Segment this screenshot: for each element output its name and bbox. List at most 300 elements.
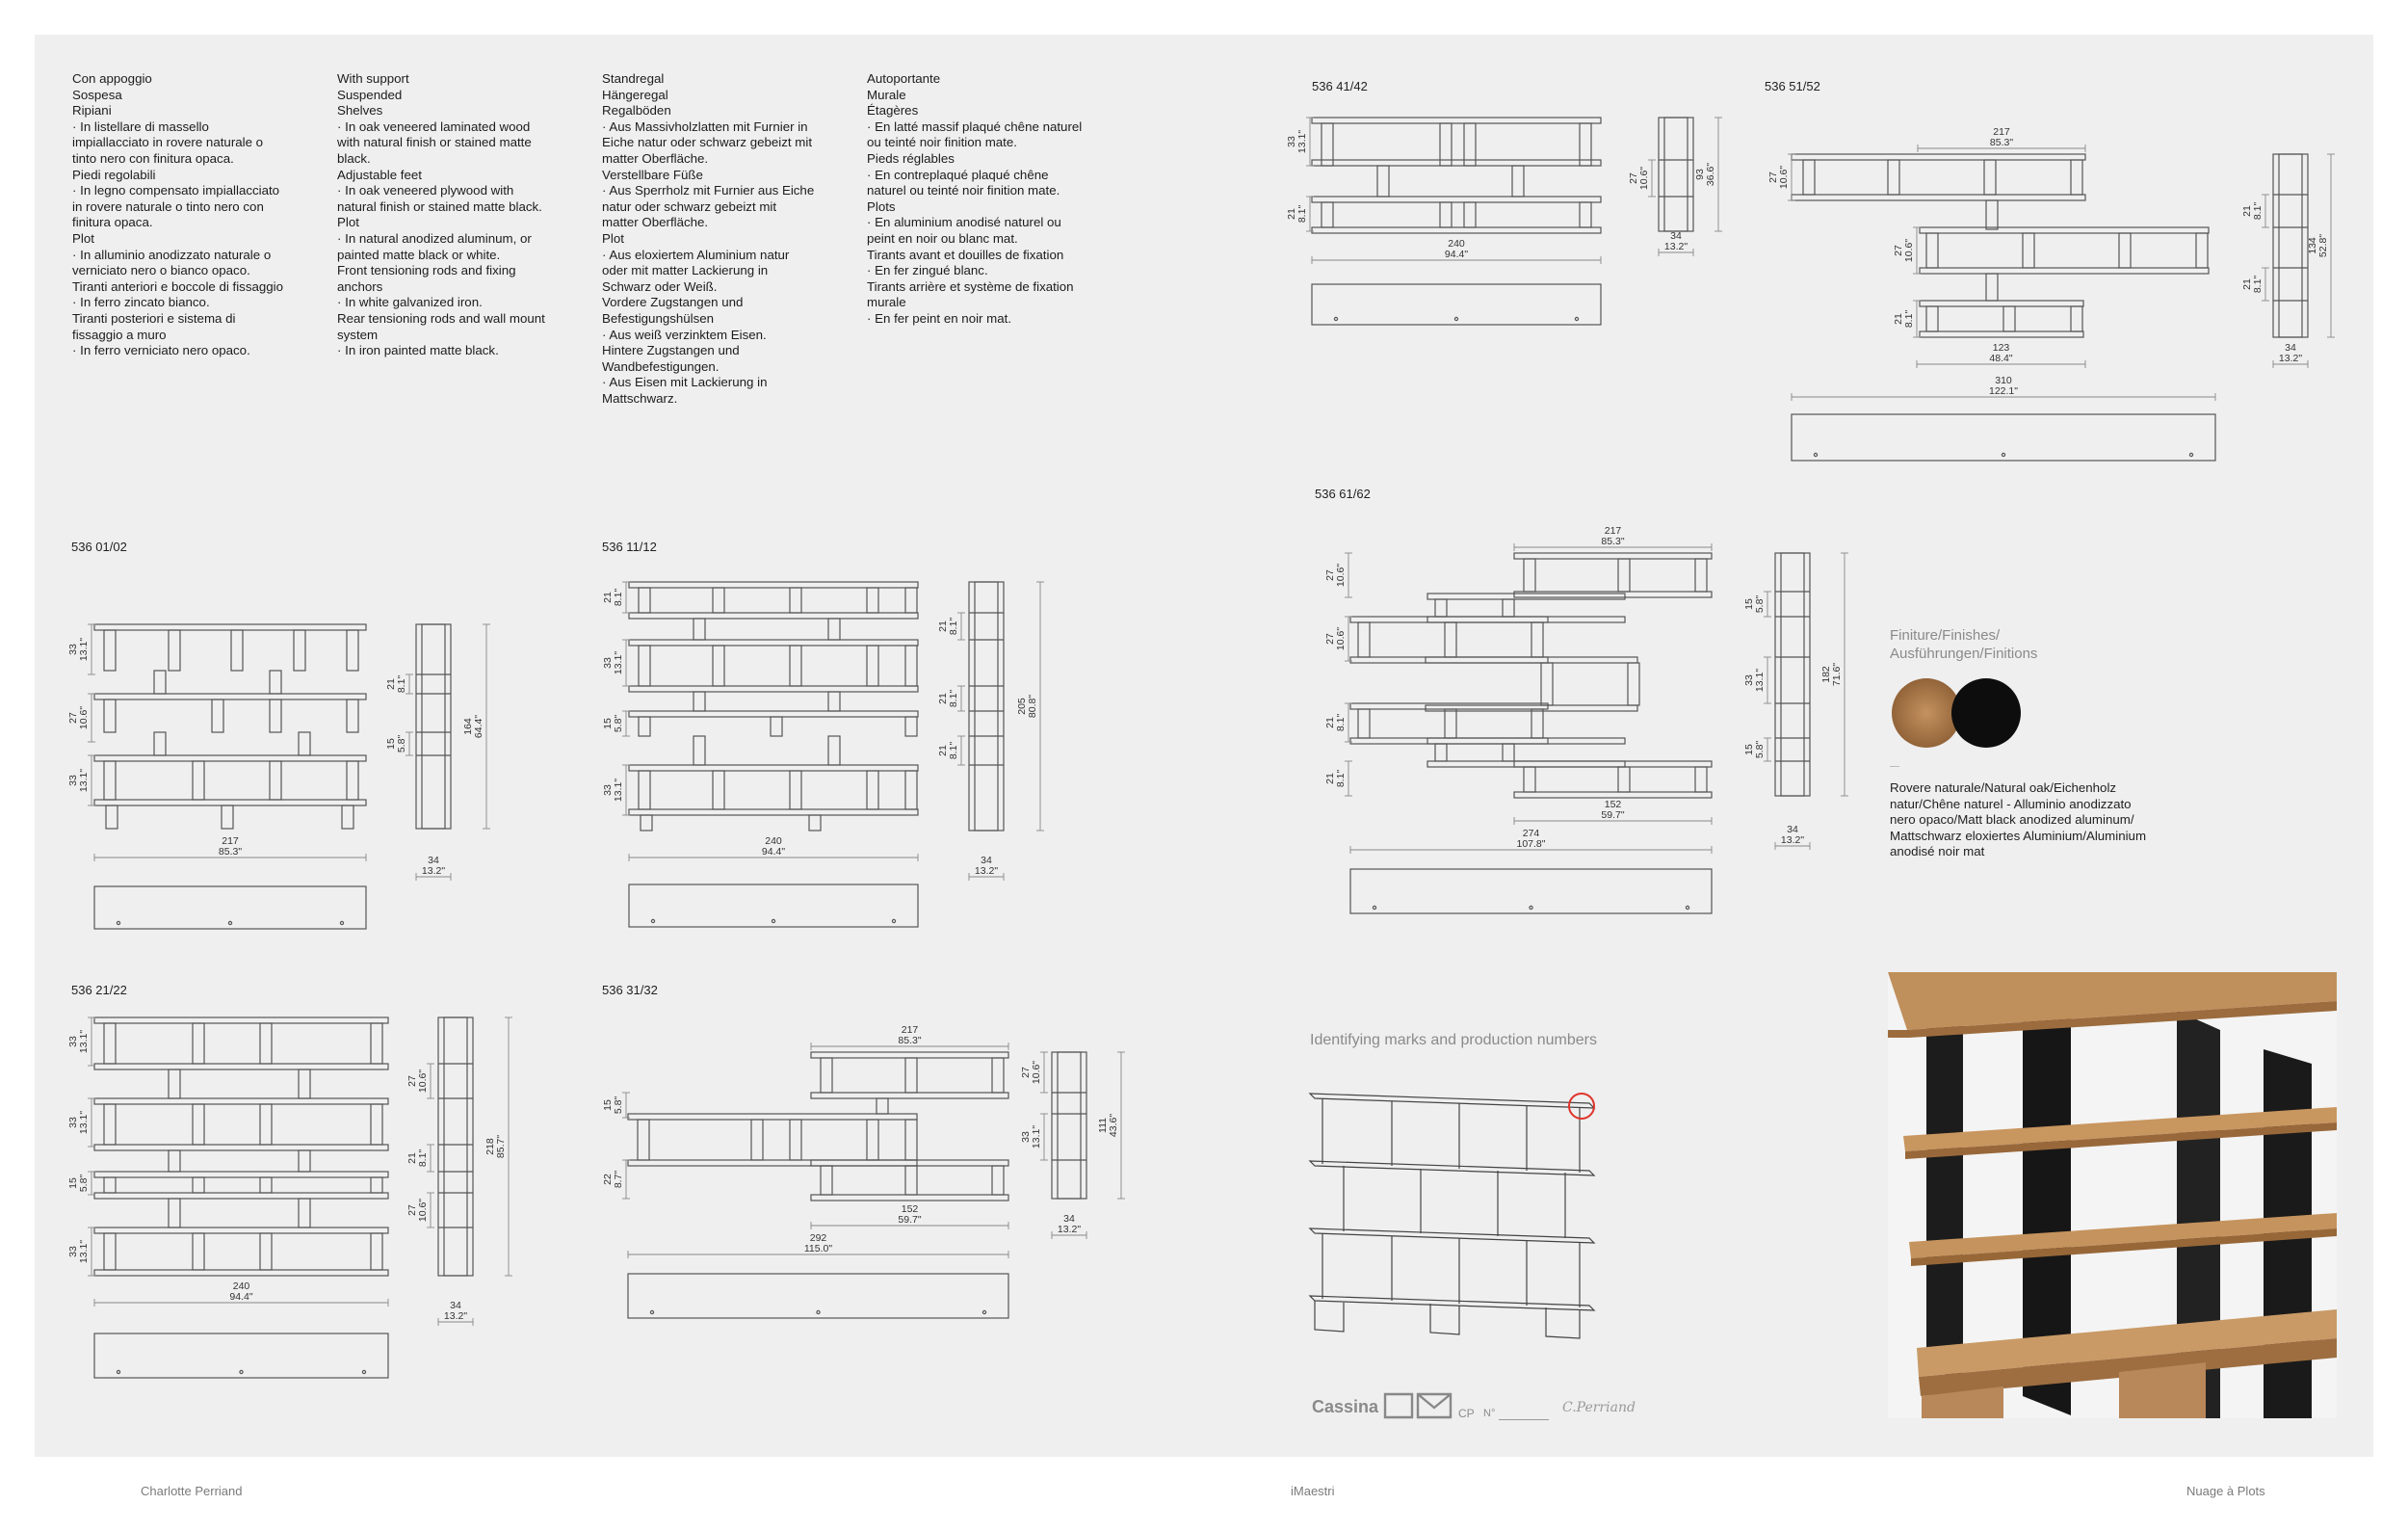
plot	[1440, 123, 1452, 166]
number-line	[1499, 1419, 1549, 1420]
plot	[905, 588, 917, 613]
dimension-value: 107.8"	[1516, 838, 1546, 850]
plot	[104, 1104, 116, 1145]
plot	[1503, 744, 1514, 761]
plot	[193, 761, 204, 800]
dimension-value: 217	[222, 835, 239, 847]
shelf	[1920, 268, 2209, 274]
shelf	[94, 1064, 388, 1069]
dimension-value: 21	[406, 1152, 418, 1164]
plot	[104, 630, 116, 671]
dimension-value: 34	[1787, 824, 1798, 835]
spec-line: Con appoggio	[72, 71, 152, 86]
dimension-value: 85.3"	[898, 1035, 922, 1046]
dimension-value: 13.1"	[78, 1029, 90, 1054]
dimension-value: 27	[1628, 172, 1639, 184]
spec-line: · In oak veneered plywood with	[337, 183, 514, 198]
plot	[1524, 767, 1535, 792]
spec-line: · In iron painted matte black.	[337, 343, 499, 358]
dimension-value: 15	[67, 1177, 79, 1189]
plot	[1926, 233, 1938, 268]
spec-line: in rovere naturale o tinto nero con	[72, 198, 264, 214]
plot	[2071, 160, 2082, 195]
dimension-value: 8.1"	[1903, 309, 1915, 329]
dimension-value: 8.1"	[417, 1148, 429, 1168]
dimension-label	[406, 1199, 429, 1222]
side-inner	[422, 624, 445, 829]
dimension-label	[67, 638, 90, 661]
dimension-label	[2241, 202, 2264, 221]
shelf	[629, 613, 918, 619]
dimension-value: 21	[937, 693, 949, 704]
plan-dot	[117, 921, 119, 924]
dimension-label	[406, 1149, 429, 1168]
dimension-label	[602, 1171, 624, 1189]
plot	[1531, 709, 1543, 738]
plot	[260, 1023, 272, 1064]
shelf	[1514, 592, 1712, 597]
plan-dot	[1334, 317, 1337, 320]
spec-line: Tirants arrière et système de fixation	[867, 278, 1074, 294]
dimension-label	[1893, 310, 1915, 329]
plot	[1986, 200, 1998, 229]
dimension-value: 85.3"	[1601, 536, 1625, 547]
plot	[270, 761, 281, 800]
dimension-value: 8.1"	[1335, 713, 1347, 732]
shelf	[94, 624, 366, 630]
dimension-label	[2241, 276, 2264, 294]
dimension-label	[1097, 1114, 1119, 1137]
dimension-label	[602, 779, 624, 802]
dimension-value: 13.1"	[1296, 129, 1308, 154]
dimension-value: 15	[602, 718, 614, 729]
dimension-value: 205	[1016, 698, 1028, 715]
plot	[905, 1120, 917, 1160]
plot	[169, 1199, 180, 1227]
dimension-value: 27	[406, 1075, 418, 1087]
plot	[371, 1177, 382, 1193]
dimension-value: 182	[1820, 666, 1832, 683]
dimension-value: 8.1"	[613, 588, 624, 607]
dimension-label	[1990, 126, 2013, 148]
plot	[1435, 744, 1447, 761]
plot	[154, 671, 166, 694]
dimension-value: 27	[406, 1204, 418, 1216]
plot	[1377, 166, 1389, 197]
dimension-value: 21	[1324, 717, 1336, 728]
shelf	[1350, 703, 1548, 709]
spec-line: · In ferro zincato bianco.	[72, 295, 210, 310]
dimension-value: 122.1"	[1988, 385, 2019, 397]
dimension-value: 134	[2307, 237, 2318, 254]
dimension-label	[1020, 1061, 1042, 1084]
dimension-value: 152	[1604, 799, 1622, 810]
shelf	[94, 1098, 388, 1104]
cassina-logo-icon	[1383, 1390, 1453, 1421]
dimension-label	[67, 1240, 90, 1263]
shelf	[1920, 301, 2083, 306]
dimension-value: 15	[1743, 744, 1755, 755]
shelf	[1920, 227, 2209, 233]
dimension-value: 8.1"	[2252, 275, 2264, 294]
dimension-value: 85.7"	[495, 1134, 507, 1159]
spec-line: Schwarz oder Weiß.	[602, 278, 718, 294]
plot	[1695, 559, 1707, 592]
spec-line: · In oak veneered laminated wood	[337, 119, 531, 134]
dimension-value: 34	[450, 1300, 461, 1311]
shelf	[1514, 761, 1712, 767]
plot	[694, 619, 705, 640]
plot	[347, 700, 358, 732]
dimension-value: 10.6"	[1903, 238, 1915, 263]
plot	[1986, 274, 1998, 301]
dimension-label	[1694, 163, 1716, 186]
plot	[1984, 160, 1996, 195]
spec-line: · In alluminio anodizzato naturale o	[72, 247, 272, 262]
spec-line: murale	[867, 295, 906, 310]
dimension-value: 33	[1286, 136, 1297, 147]
spec-line: finitura opaca.	[72, 215, 153, 230]
plot	[1440, 202, 1452, 227]
plot	[713, 771, 724, 809]
plot	[1435, 599, 1447, 617]
plot	[821, 1058, 832, 1093]
dimension-label	[422, 855, 445, 877]
dimension-value: 94.4"	[1444, 249, 1469, 260]
dimension-value: 13.1"	[613, 650, 624, 675]
side-inner	[1781, 553, 1804, 796]
spec-line: · Aus Massivholzlatten mit Furnier in	[602, 119, 808, 134]
shelf	[1920, 331, 2083, 337]
dimension-value: 5.8"	[78, 1174, 90, 1193]
dimension-value: 10.6"	[1031, 1060, 1042, 1085]
dimension-value: 8.1"	[948, 689, 959, 708]
plot	[1512, 166, 1524, 197]
dimension-value: 13.2"	[974, 865, 999, 877]
plot	[877, 1098, 888, 1114]
plot	[193, 1233, 204, 1270]
dimension-value: 34	[1670, 230, 1682, 242]
dimension-value: 217	[1993, 126, 2010, 138]
side-inner	[1058, 1052, 1081, 1199]
dimension-value: 33	[602, 784, 614, 796]
shelf	[94, 755, 366, 761]
shelf	[1427, 617, 1625, 622]
spec-line: Plots	[867, 198, 896, 214]
shelf	[1514, 792, 1712, 798]
plan-view	[1312, 284, 1601, 325]
plot	[828, 692, 840, 711]
dimension-label	[385, 675, 407, 694]
foot	[342, 805, 353, 829]
dimension-value: 21	[1893, 313, 1904, 325]
dimension-value: 33	[602, 657, 614, 669]
shelf	[628, 1114, 917, 1120]
spec-line: Pieds réglables	[867, 150, 955, 166]
dimension-label	[67, 1175, 90, 1193]
dimension-value: 34	[2285, 342, 2296, 354]
spec-line: fissaggio a muro	[72, 327, 167, 342]
plot	[638, 1120, 649, 1160]
plot	[104, 1177, 116, 1193]
plot	[154, 732, 166, 755]
dimension-value: 13.1"	[78, 1110, 90, 1135]
dimension-value: 27	[1324, 633, 1336, 645]
shelf	[1792, 154, 2085, 160]
plot	[639, 588, 650, 613]
dimension-value: 5.8"	[613, 1095, 624, 1115]
spec-line: · In natural anodized aluminum, or	[337, 230, 532, 246]
plot	[1580, 123, 1591, 166]
plot	[2196, 233, 2208, 268]
foot	[809, 815, 821, 831]
plan-dot	[117, 1370, 119, 1373]
dimension-label	[602, 1096, 624, 1115]
shelf	[1514, 553, 1712, 559]
plot	[104, 1023, 116, 1064]
plot	[790, 1120, 801, 1160]
spec-line: Tiranti anteriori e boccole di fissaggio	[72, 278, 284, 294]
shelf	[94, 800, 366, 805]
dimension-value: 13.1"	[1031, 1124, 1042, 1149]
plot	[867, 1120, 878, 1160]
spec-line: Sospesa	[72, 87, 122, 102]
plan-dot	[1454, 317, 1457, 320]
dimension-value: 8.1"	[2252, 201, 2264, 221]
product-photo	[1888, 972, 2337, 1418]
plot	[1803, 160, 1815, 195]
dimension-value: 10.6"	[417, 1069, 429, 1094]
dimension-value: 21	[1286, 208, 1297, 220]
plot	[2023, 233, 2034, 268]
plot	[1358, 709, 1370, 738]
spec-line: · Aus Eisen mit Lackierung in	[602, 375, 768, 390]
plot	[1322, 123, 1333, 166]
footer-collection: iMaestri	[1291, 1484, 1335, 1498]
plot	[299, 1150, 310, 1172]
dimension-value: 115.0"	[803, 1243, 833, 1254]
shelf	[94, 1172, 388, 1177]
plot	[1541, 663, 1553, 705]
dimension-value: 94.4"	[761, 846, 786, 858]
finish-swatches	[1890, 676, 2025, 750]
shelf	[811, 1093, 1008, 1098]
plan-view	[94, 886, 366, 929]
dimension-value: 13.2"	[421, 865, 446, 877]
dimension-label	[219, 835, 242, 858]
cassina-brand: Cassina	[1312, 1397, 1379, 1416]
footer-designer: Charlotte Perriand	[141, 1484, 243, 1498]
plot	[299, 1199, 310, 1227]
shelf	[1427, 594, 1625, 599]
spec-line: oder mit matter Lackierung in	[602, 263, 769, 278]
shelf	[1792, 195, 2085, 200]
plot	[905, 1166, 917, 1195]
dimension-value: 15	[385, 738, 397, 750]
dimension-value: 15	[602, 1099, 614, 1111]
plan-dot	[2002, 453, 2004, 456]
shelf	[94, 1227, 388, 1233]
number-label: N°	[1483, 1408, 1496, 1419]
plot	[1445, 709, 1456, 738]
side-view	[416, 624, 451, 829]
plot	[104, 1233, 116, 1270]
dimension-label	[1628, 167, 1650, 190]
shelf	[1350, 738, 1548, 744]
dimension-value: 34	[428, 855, 439, 866]
plan-view	[1350, 869, 1712, 913]
spec-line: · Aus Sperrholz mit Furnier aus Eiche	[602, 183, 815, 198]
spec-line: ou teinté noir finition mate.	[867, 135, 1017, 150]
plot	[639, 771, 650, 809]
plan-dot	[228, 921, 231, 924]
plot	[1926, 306, 1938, 331]
dimension-label	[406, 1069, 429, 1093]
spec-line: natural finish or stained matte black.	[337, 198, 542, 214]
perriand-signature: C.Perriand	[1562, 1400, 1636, 1415]
plot	[1618, 559, 1630, 592]
foot	[222, 805, 233, 829]
plot	[371, 1104, 382, 1145]
model-label-536-11-12: 536 11/12	[602, 540, 657, 554]
plot	[169, 1150, 180, 1172]
spec-line: matter Oberfläche.	[602, 215, 709, 230]
dimension-value: 292	[809, 1232, 827, 1244]
dimension-label	[602, 651, 624, 674]
plot	[104, 761, 116, 800]
shelf	[1312, 160, 1601, 166]
spec-line: Eiche natur oder schwarz gebeizt mit	[602, 135, 813, 150]
plot	[371, 1233, 382, 1270]
dimension-label	[1820, 663, 1843, 686]
dimension-value: 43.6"	[1108, 1113, 1119, 1138]
plot	[713, 588, 724, 613]
shelf	[94, 1017, 388, 1023]
dimension-label	[1516, 828, 1545, 850]
plot	[104, 700, 116, 732]
spec-line: · En fer zingué blanc.	[867, 263, 988, 278]
plot	[212, 700, 223, 732]
plan-dot	[817, 1310, 820, 1313]
spec-line: Hängeregal	[602, 87, 668, 102]
shelf	[811, 1160, 1008, 1166]
shelf	[1427, 738, 1625, 744]
cp-label: CP	[1458, 1407, 1475, 1420]
dimension-label	[937, 742, 959, 760]
plot	[169, 1069, 180, 1098]
shelf	[1427, 761, 1625, 767]
finishes-description: Rovere naturale/Natural oak/Eichenholz natur/Chêne naturel - Alluminio anodizzato nero opaco/Matt black anodized aluminum/ Mattschwarz eloxiertes Aluminium/Aluminium anodisé noir mat	[1890, 780, 2147, 859]
shelf	[811, 1195, 1008, 1201]
model-label-536-01-02: 536 01/02	[71, 540, 127, 554]
mark-highlight-circle	[1569, 1094, 1594, 1119]
spec-line: Ripiani	[72, 103, 112, 119]
spec-line: Hintere Zugstangen und	[602, 343, 740, 358]
spec-line: Rear tensioning rods and wall mount	[337, 310, 545, 326]
dimension-value: 48.4"	[1989, 353, 2013, 364]
dimension-value: 52.8"	[2317, 233, 2329, 258]
dimension-label	[444, 1300, 467, 1322]
dimension-label	[1324, 714, 1347, 732]
dimension-label	[2279, 342, 2302, 364]
dimension-value: 10.6"	[417, 1198, 429, 1223]
plot	[639, 646, 650, 686]
spec-line: · En aluminium anodisé naturel ou	[867, 215, 1061, 230]
divider	[1890, 766, 1899, 767]
spec-line: · En fer peint en noir mat.	[867, 310, 1012, 326]
dimension-label	[1743, 741, 1766, 759]
dimension-value: 33	[67, 644, 79, 655]
plan-dot	[1373, 906, 1375, 909]
finishes-title: Finiture/Finishes/ Ausführungen/Finitions	[1890, 627, 2038, 662]
dimension-value: 8.1"	[1335, 769, 1347, 788]
plan-dot	[982, 1310, 985, 1313]
spec-line: With support	[337, 71, 409, 86]
dimension-value: 8.1"	[948, 617, 959, 636]
dimension-label	[1286, 205, 1308, 224]
plot	[694, 692, 705, 711]
dimension-label	[462, 715, 484, 738]
plot	[867, 588, 878, 613]
spec-line: Adjustable feet	[337, 167, 422, 182]
plot	[905, 646, 917, 686]
plot	[992, 1166, 1004, 1195]
spec-line: · En latté massif plaqué chêne naturel	[867, 119, 1083, 134]
dimension-value: 152	[901, 1203, 919, 1215]
dimension-value: 217	[1604, 525, 1622, 537]
dimension-value: 93	[1694, 169, 1706, 180]
dimension-value: 59.7"	[1601, 809, 1625, 821]
model-label-536-41-42: 536 41/42	[1312, 79, 1368, 93]
plot	[260, 1177, 272, 1193]
plot	[193, 1023, 204, 1064]
plot	[905, 771, 917, 809]
dimension-value: 10.6"	[1335, 563, 1347, 588]
plot	[1888, 160, 1899, 195]
dimension-value: 10.6"	[1638, 166, 1650, 191]
dimension-label	[975, 855, 998, 877]
model-label-536-51-52: 536 51/52	[1765, 79, 1820, 93]
dimension-value: 33	[67, 1117, 79, 1128]
plot	[299, 1069, 310, 1098]
dimension-label	[484, 1135, 507, 1158]
footer-product: Nuage à Plots	[2186, 1484, 2265, 1498]
spec-line: Mattschwarz.	[602, 390, 678, 406]
plan-dot	[651, 919, 654, 922]
dimension-label	[1445, 238, 1468, 260]
shelf	[94, 1270, 388, 1276]
plan-view	[629, 884, 918, 927]
plot	[2071, 306, 2082, 331]
dimension-value: 15	[1743, 598, 1755, 610]
dimension-value: 33	[67, 1246, 79, 1257]
dimension-value: 123	[1992, 342, 2010, 354]
dimension-label	[2307, 234, 2329, 257]
plan-dot	[340, 921, 343, 924]
dimension-value: 33	[1020, 1131, 1032, 1143]
plan-view	[94, 1333, 388, 1378]
plot	[1531, 622, 1543, 657]
spec-line: · En contreplaqué plaqué chêne	[867, 167, 1049, 182]
spec-line: Murale	[867, 87, 906, 102]
dimension-value: 8.7"	[613, 1170, 624, 1189]
dimension-value: 217	[901, 1024, 919, 1036]
dimension-label	[67, 1111, 90, 1134]
side-view	[438, 1017, 473, 1276]
spec-line: painted matte black or white.	[337, 247, 501, 262]
shelf	[94, 1193, 388, 1199]
plot	[371, 1023, 382, 1064]
